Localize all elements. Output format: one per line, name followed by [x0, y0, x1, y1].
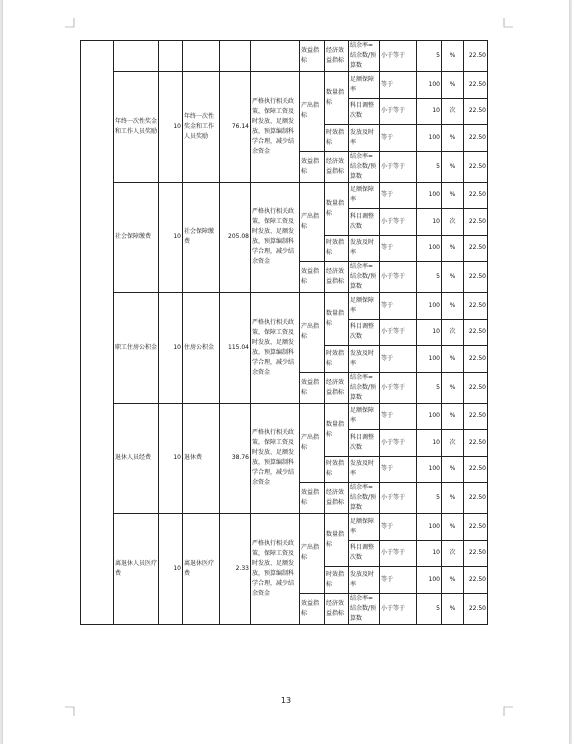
- indicator-score: 22.50: [464, 319, 488, 346]
- indicator-unit: %: [442, 262, 464, 293]
- indicator-unit: %: [442, 593, 464, 624]
- indicator-target: 100: [417, 403, 442, 430]
- budget-amount: 38.76: [220, 403, 251, 514]
- indicator-operator: 小于等于: [380, 430, 417, 457]
- expense-subject: 离退休医疗费: [183, 514, 220, 625]
- indicator-operator: 小于等于: [380, 151, 417, 182]
- project-weight: 10: [159, 403, 183, 514]
- indicator-score: 22.50: [464, 456, 488, 483]
- level2-indicator: 经济效益指标: [325, 41, 349, 72]
- table-row: [81, 41, 488, 72]
- indicator-operator: 等于: [380, 125, 417, 152]
- indicator-operator: 等于: [380, 72, 417, 99]
- level2-indicator: 数量指标: [325, 182, 349, 235]
- level1-indicator: 产出指标: [300, 182, 325, 262]
- level2-indicator: 数量指标: [325, 403, 349, 456]
- indicator-unit: %: [442, 72, 464, 99]
- indicator-operator: 等于: [380, 346, 417, 373]
- crop-mark-bottom-left: [65, 706, 75, 716]
- indicator-metric: 足额保障率: [349, 514, 380, 541]
- indicator-target: 10: [417, 98, 442, 125]
- indicator-unit: %: [442, 182, 464, 209]
- level1-indicator: 产出指标: [300, 72, 325, 152]
- indicator-score: 22.50: [464, 125, 488, 152]
- level2-indicator: 经济效益指标: [325, 483, 349, 514]
- indicator-operator: 小于等于: [380, 593, 417, 624]
- expense-subject: 社会保障缴费: [183, 182, 220, 293]
- expense-subject: 年终一次性奖金和工作人员奖励: [183, 72, 220, 183]
- indicator-target: 10: [417, 319, 442, 346]
- indicator-target: 100: [417, 182, 442, 209]
- budget-amount: 115.04: [220, 293, 251, 404]
- indicator-target: 100: [417, 456, 442, 483]
- performance-goal: 严格执行相关政策，保障工资及时发放、足额发放，预算编制科学合理，减少结余资金: [251, 403, 300, 514]
- project-name: 社会保障缴费: [114, 182, 159, 293]
- indicator-unit: 次: [442, 319, 464, 346]
- indicator-metric: 发放及时率: [349, 125, 380, 152]
- indicator-operator: 等于: [380, 567, 417, 594]
- indicator-operator: 小于等于: [380, 41, 417, 72]
- budget-amount: 76.14: [220, 72, 251, 183]
- indicator-metric: 足额保障率: [349, 403, 380, 430]
- performance-goal: 严格执行相关政策，保障工资及时发放、足额发放，预算编制科学合理，减少结余资金: [251, 182, 300, 293]
- project-name: 年终一次性奖金和工作人员奖励: [114, 72, 159, 183]
- document-page: [3, 0, 569, 744]
- level2-indicator: 经济效益指标: [325, 262, 349, 293]
- crop-mark-top-right: [503, 18, 513, 28]
- indicator-metric: 足额保障率: [349, 72, 380, 99]
- indicator-unit: 次: [442, 540, 464, 567]
- table-row: [81, 403, 488, 430]
- indicator-score: 22.50: [464, 593, 488, 624]
- project-name: 退休人员经费: [114, 403, 159, 514]
- indicator-metric: 足额保障率: [349, 182, 380, 209]
- indicator-target: 10: [417, 430, 442, 457]
- level2-indicator: 时效指标: [325, 235, 349, 262]
- indicator-metric: 结余率=结余数/预算数: [349, 151, 380, 182]
- indicator-metric: 科目调整次数: [349, 319, 380, 346]
- expense-subject: 退休费: [183, 403, 220, 514]
- indicator-metric: 科目调整次数: [349, 540, 380, 567]
- indicator-target: 100: [417, 346, 442, 373]
- indicator-target: 100: [417, 514, 442, 541]
- indicator-score: 22.50: [464, 151, 488, 182]
- indicator-operator: 等于: [380, 456, 417, 483]
- level2-indicator: 时效指标: [325, 346, 349, 373]
- indicator-target: 10: [417, 209, 442, 236]
- indicator-unit: 次: [442, 430, 464, 457]
- indicator-metric: 发放及时率: [349, 346, 380, 373]
- indicator-metric: 足额保障率: [349, 293, 380, 320]
- indicator-operator: 等于: [380, 514, 417, 541]
- indicator-unit: %: [442, 125, 464, 152]
- project-weight: 10: [159, 514, 183, 625]
- project-weight: 10: [159, 293, 183, 404]
- indicator-operator: 等于: [380, 235, 417, 262]
- table-row: [81, 182, 488, 209]
- indicator-score: 22.50: [464, 483, 488, 514]
- indicator-operator: 等于: [380, 182, 417, 209]
- indicator-target: 100: [417, 235, 442, 262]
- goal-cell: [251, 41, 300, 72]
- budget-amount: 2.33: [220, 514, 251, 625]
- amount-cell: [220, 41, 251, 72]
- performance-goal: 严格执行相关政策，保障工资及时发放、足额发放，预算编制科学合理，减少结余资金: [251, 293, 300, 404]
- indicator-score: 22.50: [464, 346, 488, 373]
- indicator-unit: %: [442, 372, 464, 403]
- subject-cell: [183, 41, 220, 72]
- indicator-score: 22.50: [464, 209, 488, 236]
- level2-indicator: 经济效益指标: [325, 151, 349, 182]
- indicator-metric: 发放及时率: [349, 456, 380, 483]
- indicator-target: 100: [417, 567, 442, 594]
- indicator-operator: 小于等于: [380, 483, 417, 514]
- indicator-score: 22.50: [464, 430, 488, 457]
- indicator-target: 5: [417, 593, 442, 624]
- table-row: [81, 293, 488, 320]
- indicator-unit: %: [442, 483, 464, 514]
- indicator-metric: 结余率=结余数/预算数: [349, 372, 380, 403]
- indicator-score: 22.50: [464, 403, 488, 430]
- table-row: [81, 72, 488, 99]
- level2-indicator: 时效指标: [325, 567, 349, 594]
- indicator-metric: 科目调整次数: [349, 430, 380, 457]
- indicator-score: 22.50: [464, 540, 488, 567]
- indicator-score: 22.50: [464, 567, 488, 594]
- performance-goal: 严格执行相关政策，保障工资及时发放、足额发放，预算编制科学合理，减少结余资金: [251, 514, 300, 625]
- level1-indicator: 产出指标: [300, 514, 325, 594]
- indicator-target: 5: [417, 41, 442, 72]
- project-name: 职工住房公积金: [114, 293, 159, 404]
- level2-indicator: 数量指标: [325, 293, 349, 346]
- project-name: 离退休人员医疗费: [114, 514, 159, 625]
- budget-amount: 205.08: [220, 182, 251, 293]
- indicator-metric: 发放及时率: [349, 567, 380, 594]
- indicator-score: 22.50: [464, 262, 488, 293]
- level1-indicator: 效益指标: [300, 593, 325, 624]
- performance-target-table: [80, 40, 488, 625]
- indicator-operator: 等于: [380, 403, 417, 430]
- indicator-unit: %: [442, 567, 464, 594]
- indicator-operator: 等于: [380, 293, 417, 320]
- indicator-unit: %: [442, 346, 464, 373]
- page-number: 13: [280, 696, 292, 705]
- indicator-unit: %: [442, 456, 464, 483]
- indicator-score: 22.50: [464, 72, 488, 99]
- indicator-score: 22.50: [464, 98, 488, 125]
- level1-indicator: 产出指标: [300, 293, 325, 373]
- indicator-operator: 小于等于: [380, 540, 417, 567]
- indicator-metric: 结余率=结余数/预算数: [349, 483, 380, 514]
- indicator-operator: 小于等于: [380, 319, 417, 346]
- indicator-target: 5: [417, 151, 442, 182]
- indicator-metric: 结余率=结余数/预算数: [349, 262, 380, 293]
- indicator-unit: %: [442, 41, 464, 72]
- level2-indicator: 时效指标: [325, 456, 349, 483]
- level1-indicator: 效益指标: [300, 483, 325, 514]
- indicator-operator: 小于等于: [380, 209, 417, 236]
- indicator-unit: %: [442, 151, 464, 182]
- indicator-score: 22.50: [464, 41, 488, 72]
- indicator-operator: 小于等于: [380, 98, 417, 125]
- indicator-metric: 科目调整次数: [349, 98, 380, 125]
- crop-mark-bottom-right: [503, 706, 513, 716]
- project-weight: 10: [159, 72, 183, 183]
- table-body: [81, 41, 488, 625]
- level2-indicator: 数量指标: [325, 72, 349, 125]
- indicator-score: 22.50: [464, 182, 488, 209]
- level1-indicator: 产出指标: [300, 403, 325, 483]
- level1-indicator: 效益指标: [300, 151, 325, 182]
- indicator-unit: %: [442, 235, 464, 262]
- indicator-target: 5: [417, 372, 442, 403]
- project-cell: [114, 41, 159, 72]
- indicator-target: 5: [417, 262, 442, 293]
- indicator-metric: 结余率=结余数/预算数: [349, 593, 380, 624]
- indicator-score: 22.50: [464, 372, 488, 403]
- indicator-score: 22.50: [464, 293, 488, 320]
- project-weight: 10: [159, 182, 183, 293]
- indicator-unit: %: [442, 403, 464, 430]
- indicator-metric: 科目调整次数: [349, 209, 380, 236]
- category-column-cell: [81, 41, 114, 625]
- weight-cell: [159, 41, 183, 72]
- indicator-operator: 小于等于: [380, 262, 417, 293]
- crop-mark-top-left: [65, 18, 75, 28]
- indicator-unit: %: [442, 293, 464, 320]
- indicator-metric: 发放及时率: [349, 235, 380, 262]
- indicator-target: 100: [417, 293, 442, 320]
- level2-indicator: 经济效益指标: [325, 593, 349, 624]
- indicator-unit: 次: [442, 209, 464, 236]
- indicator-target: 10: [417, 540, 442, 567]
- level2-indicator: 时效指标: [325, 125, 349, 152]
- level1-indicator: 效益指标: [300, 262, 325, 293]
- level1-indicator: 效益指标: [300, 372, 325, 403]
- indicator-score: 22.50: [464, 235, 488, 262]
- indicator-metric: 结余率=结余数/预算数: [349, 41, 380, 72]
- expense-subject: 住房公积金: [183, 293, 220, 404]
- level1-indicator: 效益指标: [300, 41, 325, 72]
- indicator-operator: 小于等于: [380, 372, 417, 403]
- indicator-score: 22.50: [464, 514, 488, 541]
- indicator-unit: 次: [442, 98, 464, 125]
- indicator-target: 100: [417, 125, 442, 152]
- level2-indicator: 经济效益指标: [325, 372, 349, 403]
- performance-goal: 严格执行相关政策，保障工资及时发放、足额发放，预算编制科学合理，减少结余资金: [251, 72, 300, 183]
- level2-indicator: 数量指标: [325, 514, 349, 567]
- indicator-unit: %: [442, 514, 464, 541]
- indicator-target: 5: [417, 483, 442, 514]
- table-row: [81, 514, 488, 541]
- indicator-target: 100: [417, 72, 442, 99]
